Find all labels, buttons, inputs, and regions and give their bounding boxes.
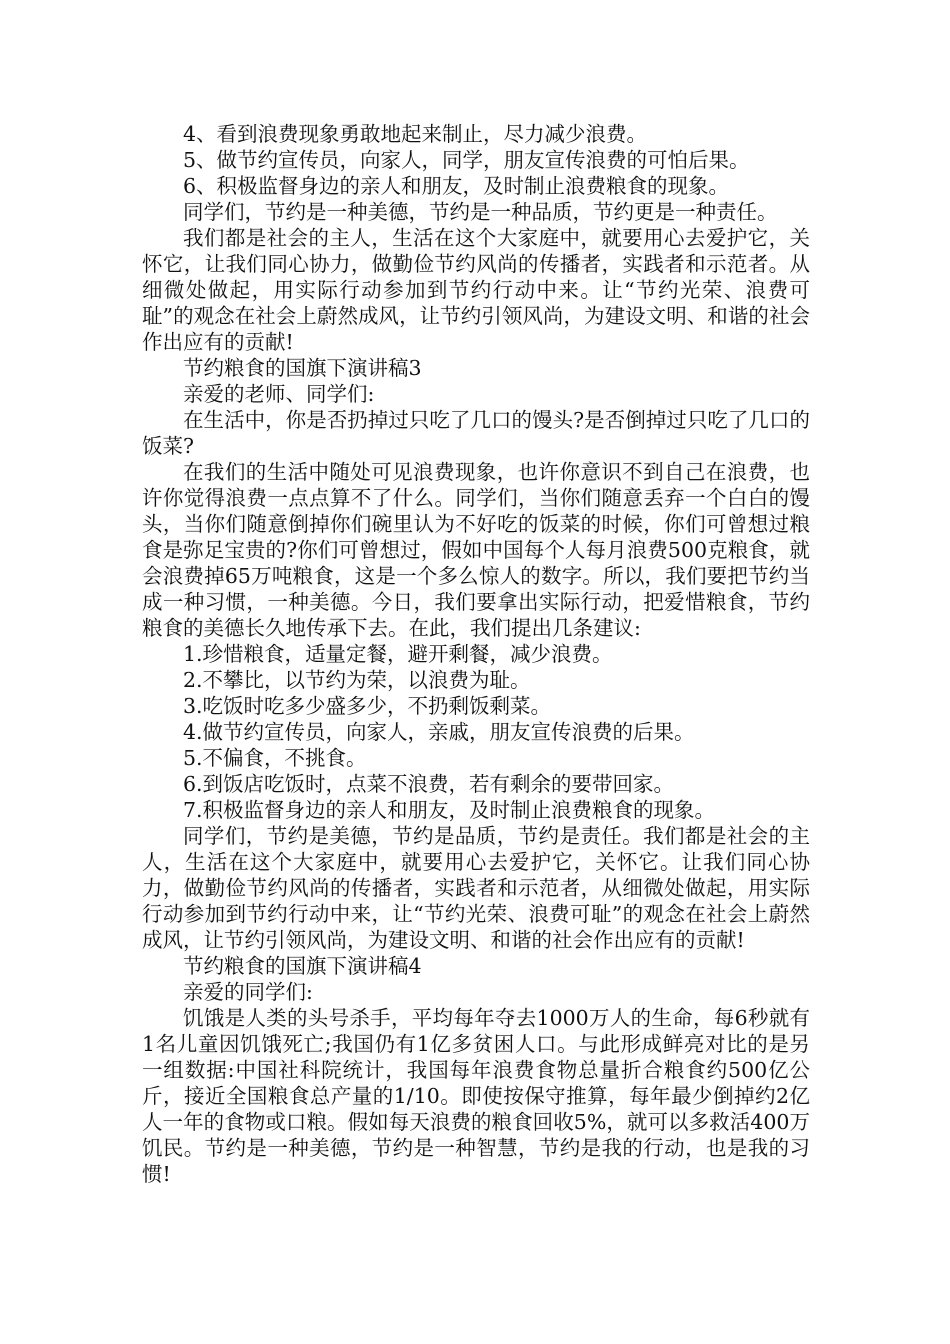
salutation-4: 亲爱的同学们: [183,980,313,1004]
salutation-3: 亲爱的老师、同学们: [183,382,375,406]
list-item-3: 3.吃饭时吃多少盛多少，不扔剩饭剩菜。 [183,694,552,718]
document-body [142,121,810,1187]
paragraph-4: 同学们，节约是一种美德，节约是一种品质，节约更是一种责任。 [183,200,778,224]
paragraph-9: 在我们的生活中随处可见浪费现象，也许你意识不到自己在浪费，也许你觉得浪费一点点算不了什么。同学们，当你们随意丢弃一个白白的馒头，当你们随意倒掉你们碗里认为不好吃的饭菜的时候，你们可曾想过粮食是弥足宝贵的?你们可曾想过，假如中国每个人每月浪费500克粮食，就会浪费掉65万吨粮食，这是一个多么惊人的数字。所以，我们要把节约当成一种习惯，一种美德。今日，我们要拿出实际行动，把爱惜粮食，节约粮食的美德长久地传承下去。在此，我们提出几条建议: [142,460,810,640]
paragraph-8: 在生活中，你是否扔掉过只吃了几口的馒头?是否倒掉过只吃了几口的饭菜? [142,408,810,458]
list-item-6: 6.到饭店吃饭时，点菜不浪费，若有剩余的要带回家。 [183,772,675,796]
paragraph-5: 我们都是社会的主人，生活在这个大家庭中，就要用心去爱护它，关怀它，让我们同心协力，做勤俭节约风尚的传播者，实践者和示范者。从细微处做起，用实际行动参加到节约行动中来。让“节约光荣、浪费可耻”的观念在社会上蔚然成风，让节约引领风尚，为建设文明、和谐的社会作出应有的贡献! [142,226,810,354]
list-item-7: 7.积极监督身边的亲人和朋友，及时制止浪费粮食的现象。 [183,798,716,822]
paragraph-20: 饥饿是人类的头号杀手，平均每年夺去1000万人的生命，每6秒就有1名儿童因饥饿死亡;我国仍有1亿多贫困人口。与此形成鲜亮对比的是另一组数据:中国社科院统计，我国每年浪费食物总量折合粮食约500亿公斤，接近全国粮食总产量的1/10。即使按保守推算，每年最少倒掉约2亿人一年的食物或口粮。假如每天浪费的粮食回收5%，就可以多救活400万饥民。节约是一种美德，节约是一种智慧，节约是我的行动，也是我的习惯! [142,1006,810,1186]
list-item-4: 4.做节约宣传员，向家人，亲戚，朋友宣传浪费的后果。 [183,720,695,744]
paragraph-2: 5、做节约宣传员，向家人，同学，朋友宣传浪费的可怕后果。 [183,148,750,172]
paragraph-1: 4、看到浪费现象勇敢地起来制止，尽力减少浪费。 [183,122,648,146]
paragraph-17: 同学们，节约是美德，节约是品质，节约是责任。我们都是社会的主人，生活在这个大家庭中，就要用心去爱护它，关怀它。让我们同心协力，做勤俭节约风尚的传播者，实践者和示范者，从细微处做起，用实际行动参加到节约行动中来，让“节约光荣、浪费可耻”的观念在社会上蔚然成风，让节约引领风尚，为建设文明、和谐的社会作出应有的贡献! [142,824,810,952]
paragraph-3: 6、积极监督身边的亲人和朋友，及时制止浪费粮食的现象。 [183,174,730,198]
list-item-1: 1.珍惜粮食，适量定餐，避开剩餐，减少浪费。 [183,642,613,666]
section-heading-3: 节约粮食的国旗下演讲稿3 [183,356,422,380]
list-item-5: 5.不偏食，不挑食。 [183,746,367,770]
list-item-2: 2.不攀比，以节约为荣，以浪费为耻。 [183,668,531,692]
section-heading-4: 节约粮食的国旗下演讲稿4 [183,954,422,978]
